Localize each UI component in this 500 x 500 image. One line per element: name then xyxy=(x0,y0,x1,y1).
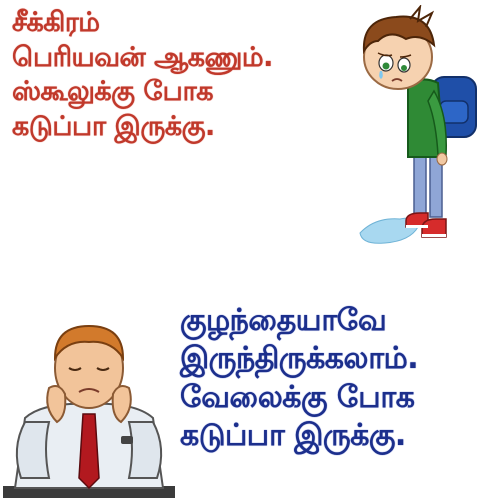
stressed-man-illustration xyxy=(3,318,175,498)
top-caption-line-4: கடுப்பா இருக்கு. xyxy=(12,110,215,142)
bottom-caption-line-2: இருந்திருக்கலாம். xyxy=(180,341,419,377)
top-caption xyxy=(12,6,273,144)
bottom-caption-line-1: குழந்தையாவே xyxy=(180,303,387,338)
boy-legs xyxy=(414,155,426,217)
bottom-caption xyxy=(180,302,418,456)
top-caption-line-3: ஸ்கூலுக்கு போக xyxy=(12,76,214,108)
bottom-caption-line-3: வேலைக்கு போக xyxy=(180,379,415,415)
bottom-caption-line-4: கடுப்பா இருக்கு. xyxy=(180,418,406,454)
top-caption-line-1: சீக்கிரம் xyxy=(12,7,100,38)
sad-boy-illustration xyxy=(350,5,495,255)
top-caption-line-2: பெரியவன் ஆகணும். xyxy=(12,41,273,73)
man-tie xyxy=(79,414,99,488)
